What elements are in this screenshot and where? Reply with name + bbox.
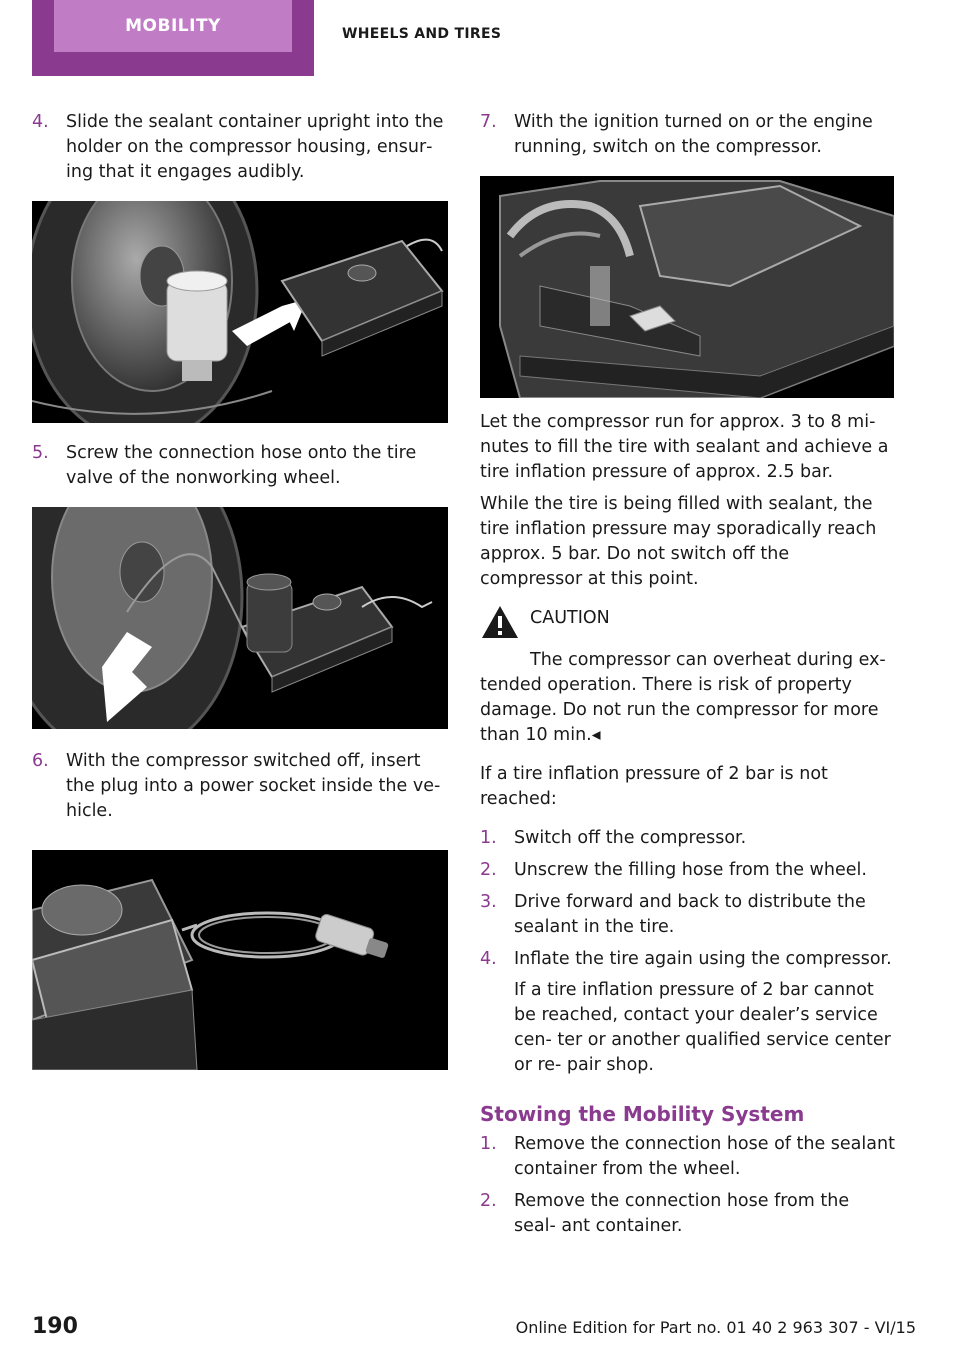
step-6 [32,749,448,824]
troubleshoot-list [480,826,896,1078]
caution-block [480,604,896,644]
step-7 [480,110,896,160]
warning-triangle-icon [480,604,530,644]
section-heading-stowing: Stowing the Mobility System [480,1102,805,1126]
right-column [480,110,896,1239]
list-item-number: 2. [480,1191,497,1211]
plug-cable-illustration [32,850,448,1070]
list-item [480,826,896,851]
wheel-compressor-illustration [32,201,448,423]
stowing-list [480,1132,896,1239]
list-item-text: Unscrew the filling hose from the wheel. [514,860,867,880]
caution-label: CAUTION [530,608,610,628]
step-5 [32,441,448,491]
figure-power-plug [32,850,448,1070]
step-text: With the compressor switched off, insert the plug into a power socket inside the ve‐ hicle. [66,751,441,821]
figure-sealant-container-insert [32,201,448,423]
figure-connection-hose [32,507,448,729]
paragraph-run-time: Let the compressor run for approx. 3 to 8 mi‐ nutes to fill the tire with sealant and achieve a tire inflation pressure of approx. 2.5 bar. [480,412,889,482]
step-number: 6. [32,751,49,771]
list-item-text: Remove the connection hose from the seal‐ ant container. [514,1191,850,1236]
list-note: If a tire inflation pressure of 2 bar cannot be reached, contact your dealer’s service cen‐ ter or another qualified service center or re‐ pair shop. [514,980,891,1075]
caution-text: The compressor can overheat during ex‐ tended operation. There is risk of property damage. Do not run the compressor for more than 10 min.◂ [480,650,886,745]
list-item-text: Switch off the compressor. [514,828,747,848]
list-item-number: 3. [480,892,497,912]
figure-compressor-switch [480,176,894,398]
section-title: WHEELS AND TIRES [342,26,502,42]
step-text: With the ignition turned on or the engine running, switch on the compressor. [514,112,873,157]
step-number: 4. [32,112,49,132]
paragraph-pressure-spike: While the tire is being filled with sealant, the tire inflation pressure may sporadically reach approx. 5 bar. Do not switch off the compressor at this point. [480,494,877,589]
step-number: 7. [480,112,497,132]
paragraph-pressure-not-reached: If a tire inflation pressure of 2 bar is not reached: [480,764,828,809]
step-text: Screw the connection hose onto the tire valve of the nonworking wheel. [66,443,417,488]
step-number: 5. [32,443,49,463]
list-item-text: Inflate the tire again using the compressor. [514,949,892,969]
list-item [480,1189,896,1239]
step-text: Slide the sealant container upright into the holder on the compressor housing, ensur‐ ing that it engages audibly. [66,112,444,182]
compressor-illustration [480,176,894,398]
step-4 [32,110,448,185]
list-item-number: 1. [480,1134,497,1154]
list-item-text: Remove the connection hose of the sealant container from the wheel. [514,1134,895,1179]
left-column [32,110,448,1070]
page-number: 190 [32,1314,78,1339]
list-item-number: 1. [480,828,497,848]
list-item [480,1132,896,1182]
chapter-tab-label: MOBILITY [54,0,292,52]
list-item-text: Drive forward and back to distribute the sealant in the tire. [514,892,866,937]
list-item [480,858,896,883]
list-item-number: 2. [480,860,497,880]
list-item [480,947,896,972]
edition-note: Online Edition for Part no. 01 40 2 963 307 - VI/15 [515,1318,916,1337]
chapter-tab [32,0,314,76]
list-item [480,890,896,940]
list-item-number: 4. [480,949,497,969]
wheel-hose-illustration [32,507,448,729]
